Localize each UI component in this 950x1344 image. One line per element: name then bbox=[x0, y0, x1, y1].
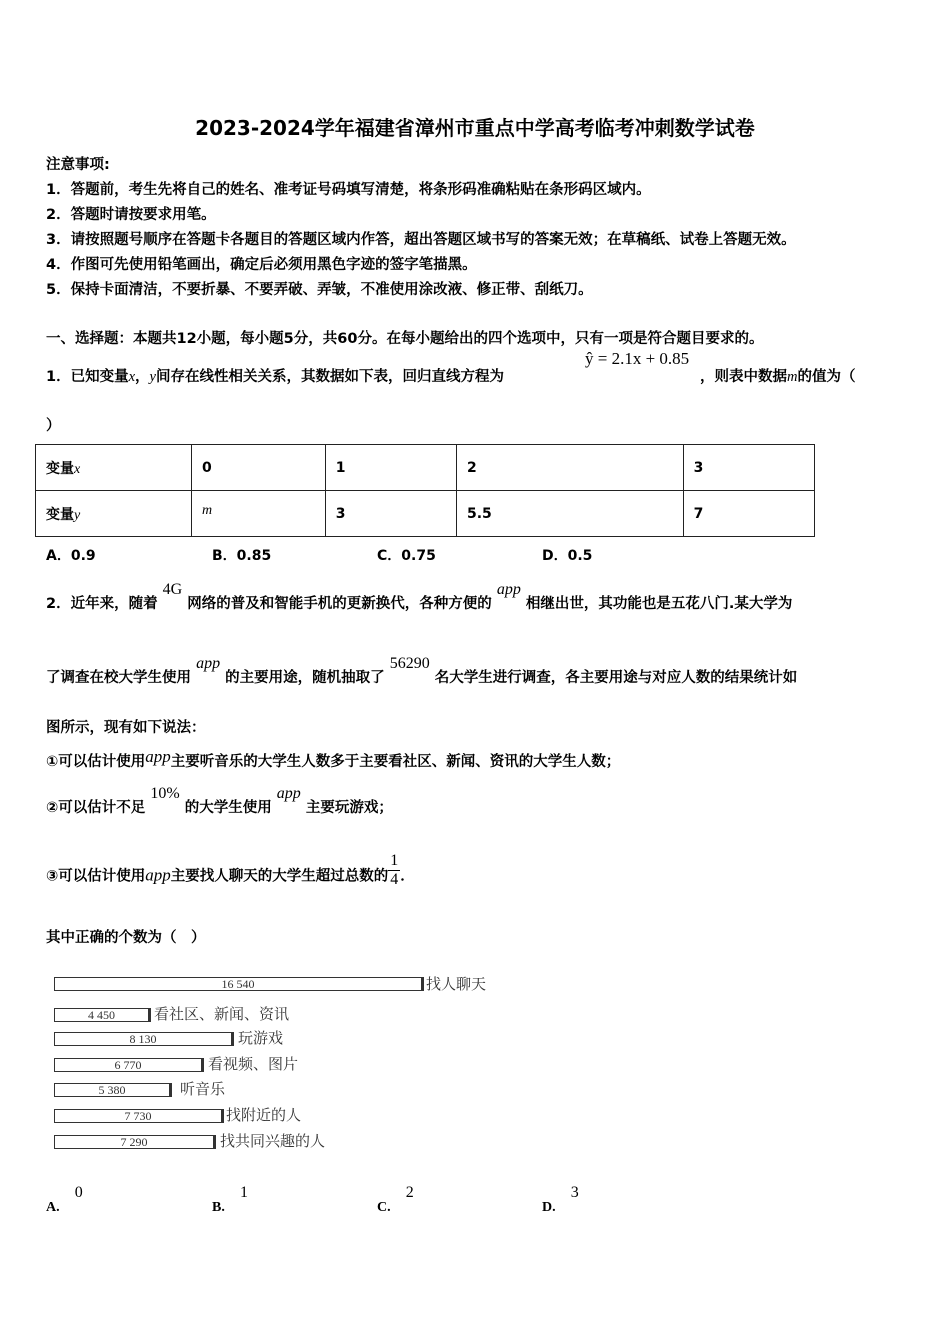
text: 的大学生使用 bbox=[184, 800, 272, 816]
text: 了调查在校大学生使用 bbox=[46, 670, 191, 686]
table-cell: 1 bbox=[325, 445, 456, 491]
row-var: y bbox=[74, 507, 81, 523]
q2-option-a[interactable] bbox=[46, 1184, 83, 1216]
row-var: x bbox=[74, 461, 81, 477]
sup-app: app bbox=[196, 655, 221, 672]
q2-option-d[interactable] bbox=[542, 1184, 579, 1216]
notice-item-1: 1．答题前，考生先将自己的姓名、准考证号码填写清楚，将条形码准确粘贴在条形码区域内。 bbox=[46, 182, 651, 198]
sup-4g: 4G bbox=[162, 581, 183, 598]
bar-label: 找共同兴趣的人 bbox=[220, 1132, 326, 1150]
option-letter: D. bbox=[542, 1200, 556, 1215]
notice-item-5: 5．保持卡面清洁，不要折暴、不要弄破、弄皱，不准使用涂改液、修正带、刮纸刀。 bbox=[46, 282, 593, 298]
bar-value: 6 770 bbox=[114, 1058, 142, 1072]
bar-chat bbox=[54, 977, 424, 991]
statement-2 bbox=[46, 785, 393, 817]
text: 2．近年来，随着 bbox=[46, 596, 158, 612]
q2-option-b[interactable] bbox=[212, 1184, 248, 1216]
bar-video bbox=[54, 1058, 204, 1072]
option-value: 1 bbox=[239, 1184, 248, 1201]
app-text: app bbox=[145, 865, 171, 885]
text: 相继出世，其功能也是五花八门.某大学为 bbox=[525, 596, 793, 612]
statement-3 bbox=[46, 852, 415, 895]
q1-sep: ， bbox=[135, 369, 150, 385]
q2-option-c[interactable] bbox=[377, 1184, 414, 1216]
text: 名大学生进行调查，各主要用途与对应人数的结果统计如 bbox=[434, 670, 798, 686]
option-value: 0 bbox=[74, 1184, 83, 1201]
app-text: app bbox=[145, 747, 171, 766]
text: ②可以估计不足 bbox=[46, 800, 146, 816]
numerator: 1 bbox=[390, 852, 399, 869]
table-row bbox=[36, 491, 815, 537]
statement-1 bbox=[46, 747, 621, 771]
q1-option-b[interactable]: B．0.85 bbox=[212, 548, 272, 564]
usage-bar-chart bbox=[50, 970, 510, 1160]
table-cell: 3 bbox=[683, 445, 814, 491]
option-value: 2 bbox=[405, 1184, 414, 1201]
bar-value: 4 450 bbox=[88, 1008, 115, 1022]
question-2-line-3: 图所示，现有如下说法： bbox=[46, 720, 206, 736]
text: 的主要用途，随机抽取了 bbox=[225, 670, 385, 686]
q1-option-d[interactable]: D．0.5 bbox=[542, 548, 593, 564]
question-2-line-2 bbox=[46, 655, 798, 687]
notice-item-3: 3．请按照题号顺序在答题卡各题目的答题区域内作答，超出答题区域书写的答案无效；在草稿纸、试卷上答题无效。 bbox=[46, 232, 796, 248]
sup-app: app bbox=[496, 581, 521, 598]
question-2-line-1 bbox=[46, 581, 793, 613]
bar-label: 听音乐 bbox=[180, 1080, 226, 1098]
row-label: 变量 bbox=[46, 460, 74, 477]
bar-interests bbox=[54, 1135, 216, 1149]
bar-nearby bbox=[54, 1109, 224, 1123]
q1-var-y: y bbox=[149, 369, 156, 385]
bar-music bbox=[54, 1083, 172, 1097]
notice-heading: 注意事项: bbox=[46, 157, 110, 173]
text: 主要玩游戏； bbox=[305, 800, 393, 816]
bar-label: 看社区、新闻、资讯 bbox=[154, 1005, 290, 1023]
row-label: 变量 bbox=[46, 506, 74, 523]
notice-item-2: 2．答题时请按要求用笔。 bbox=[46, 207, 216, 223]
table-cell: 7 bbox=[683, 491, 814, 537]
table-cell: 2 bbox=[457, 445, 684, 491]
bar-news bbox=[54, 1008, 151, 1022]
q1-suffix-a: ，则表中数据 bbox=[700, 369, 787, 385]
bar-value: 5 380 bbox=[98, 1083, 126, 1097]
bar-label: 找附近的人 bbox=[226, 1106, 302, 1124]
question-2-ask: 其中正确的个数为（ ） bbox=[46, 930, 206, 946]
option-value: 3 bbox=[570, 1184, 579, 1201]
table-cell: 0 bbox=[192, 445, 326, 491]
regression-equation: ŷ = 2.1x + 0.85 bbox=[585, 349, 690, 368]
bar-value: 8 130 bbox=[129, 1032, 157, 1046]
question-1-tail bbox=[700, 365, 855, 386]
page-title: 2023-2024学年福建省漳州市重点中学高考临考冲刺数学试卷 bbox=[195, 116, 755, 140]
text: ． bbox=[400, 868, 415, 885]
q1-var-m: m bbox=[787, 369, 798, 385]
table-cell bbox=[36, 445, 192, 491]
table-cell: 5.5 bbox=[457, 491, 684, 537]
sup-percent: 10% bbox=[150, 785, 180, 802]
data-table bbox=[35, 444, 815, 537]
table-row bbox=[36, 445, 815, 491]
q1-option-c[interactable]: C．0.75 bbox=[377, 548, 436, 564]
cell-m: m bbox=[202, 503, 213, 518]
bar-label: 看视频、图片 bbox=[208, 1055, 299, 1073]
text: 网络的普及和智能手机的更新换代，各种方便的 bbox=[187, 596, 492, 612]
fraction-one-quarter bbox=[388, 852, 400, 889]
q1-close-paren: ） bbox=[46, 418, 61, 434]
bar-games bbox=[54, 1032, 234, 1046]
bar-label: 找人聊天 bbox=[426, 975, 487, 993]
q1-suffix-b: 的值为（ bbox=[797, 369, 856, 385]
bar-value: 7 730 bbox=[124, 1109, 152, 1123]
sup-sample-size: 56290 bbox=[389, 655, 430, 672]
table-cell: 3 bbox=[325, 491, 456, 537]
q1-option-a[interactable]: A．0.9 bbox=[46, 548, 96, 564]
text: 主要找人聊天的大学生超过总数的 bbox=[170, 868, 389, 885]
text: 主要听音乐的大学生人数多于主要看社区、新闻、资讯的大学生人数； bbox=[170, 754, 621, 770]
table-cell bbox=[36, 491, 192, 537]
sup-app: app bbox=[276, 785, 301, 802]
denominator: 4 bbox=[390, 871, 399, 888]
q1-prefix: 1．已知变量 bbox=[46, 369, 129, 385]
option-letter: A. bbox=[46, 1200, 60, 1215]
bar-label: 玩游戏 bbox=[238, 1029, 284, 1047]
q1-var-x: x bbox=[128, 369, 136, 385]
option-letter: C. bbox=[377, 1200, 391, 1215]
table-cell bbox=[192, 491, 326, 537]
bar-value: 16 540 bbox=[221, 977, 255, 991]
option-letter: B. bbox=[212, 1200, 225, 1215]
question-1-text bbox=[46, 365, 504, 386]
text: ③可以估计使用 bbox=[46, 868, 146, 885]
section-heading: 一、选择题：本题共12小题，每小题5分，共60分。在每小题给出的四个选项中，只有一项是符合题目要求的。 bbox=[46, 331, 764, 347]
notice-item-4: 4．作图可先使用铅笔画出，确定后必须用黑色字迹的签字笔描黑。 bbox=[46, 257, 477, 273]
q1-mid: 间存在线性相关关系，其数据如下表，回归直线方程为 bbox=[155, 369, 504, 385]
text: ①可以估计使用 bbox=[46, 754, 146, 770]
bar-value: 7 290 bbox=[120, 1135, 148, 1149]
